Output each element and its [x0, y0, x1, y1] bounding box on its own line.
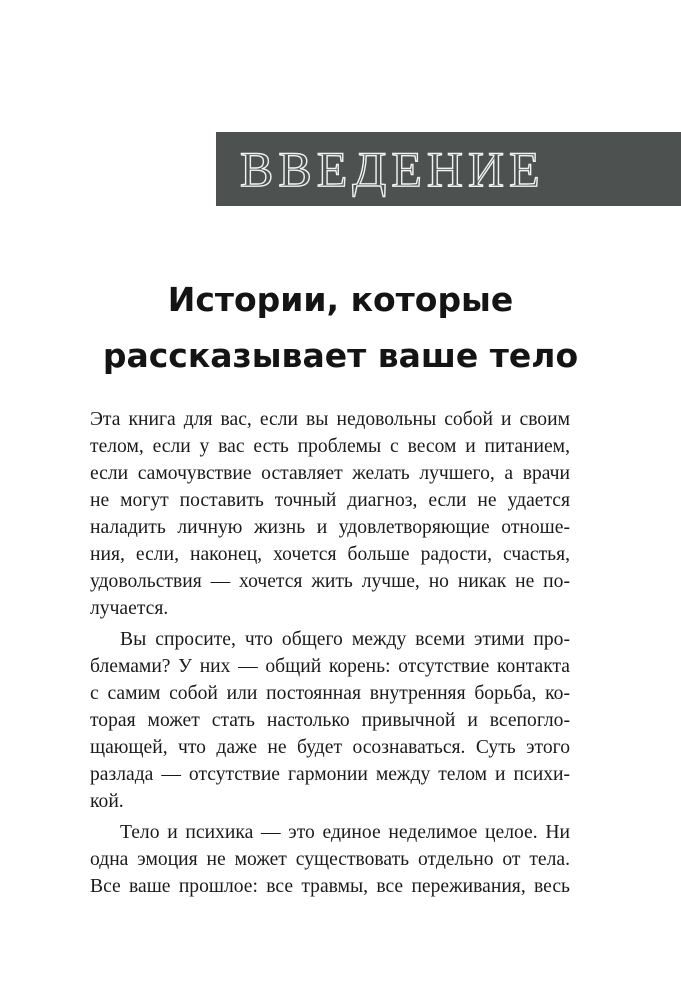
text-line: Эта книга для вас, если вы недовольны собой и своим	[90, 409, 570, 430]
text-line: торая может стать настолько привычной и всепогло-	[90, 710, 570, 731]
text-line: одна эмоция не может существовать отдельно от тела.	[90, 849, 570, 870]
chapter-title	[0, 272, 681, 384]
text-line: Тело и психика — это единое неделимое целое. Ни	[120, 822, 570, 843]
text-line: разлада — отсутствие гармонии между телом и психи-	[90, 764, 570, 785]
text-line: Все ваше прошлое: все травмы, все переживания, весь	[90, 876, 570, 897]
text-line: щающей, что даже не будет осознаваться. Суть этого	[90, 737, 570, 758]
text-line: если самочувствие оставляет желать лучшего, а врачи	[90, 463, 570, 484]
text-line: ния, если, наконец, хочется больше радости, счастья,	[90, 544, 570, 565]
paragraph	[90, 819, 570, 900]
chapter-title-line: рассказывает ваше тело	[102, 336, 579, 375]
text-line: Вы спросите, что общего между всеми этими про-	[120, 629, 570, 650]
text-line: кой.	[90, 791, 124, 812]
text-line: с самим собой или постоянная внутренняя борьба, ко-	[90, 683, 570, 704]
paragraph	[90, 626, 570, 815]
text-line: блемами? У них — общий корень: отсутствие контакта	[90, 656, 570, 677]
text-line: наладить личную жизнь и удовлетворяющие отноше-	[90, 517, 570, 538]
chapter-label: ВВЕДЕНИЕ	[240, 141, 545, 197]
text-line: лучается.	[90, 598, 169, 619]
text-line: не могут поставить точный диагноз, если не удается	[90, 490, 570, 511]
text-line: телом, если у вас есть проблемы с весом и питанием,	[90, 436, 570, 457]
chapter-banner	[216, 132, 681, 206]
paragraph	[90, 406, 570, 622]
body-text	[90, 406, 570, 900]
chapter-title-line: Истории, которые	[167, 280, 514, 319]
text-line: удовольствия — хочется жить лучше, но никак не по-	[90, 571, 570, 592]
